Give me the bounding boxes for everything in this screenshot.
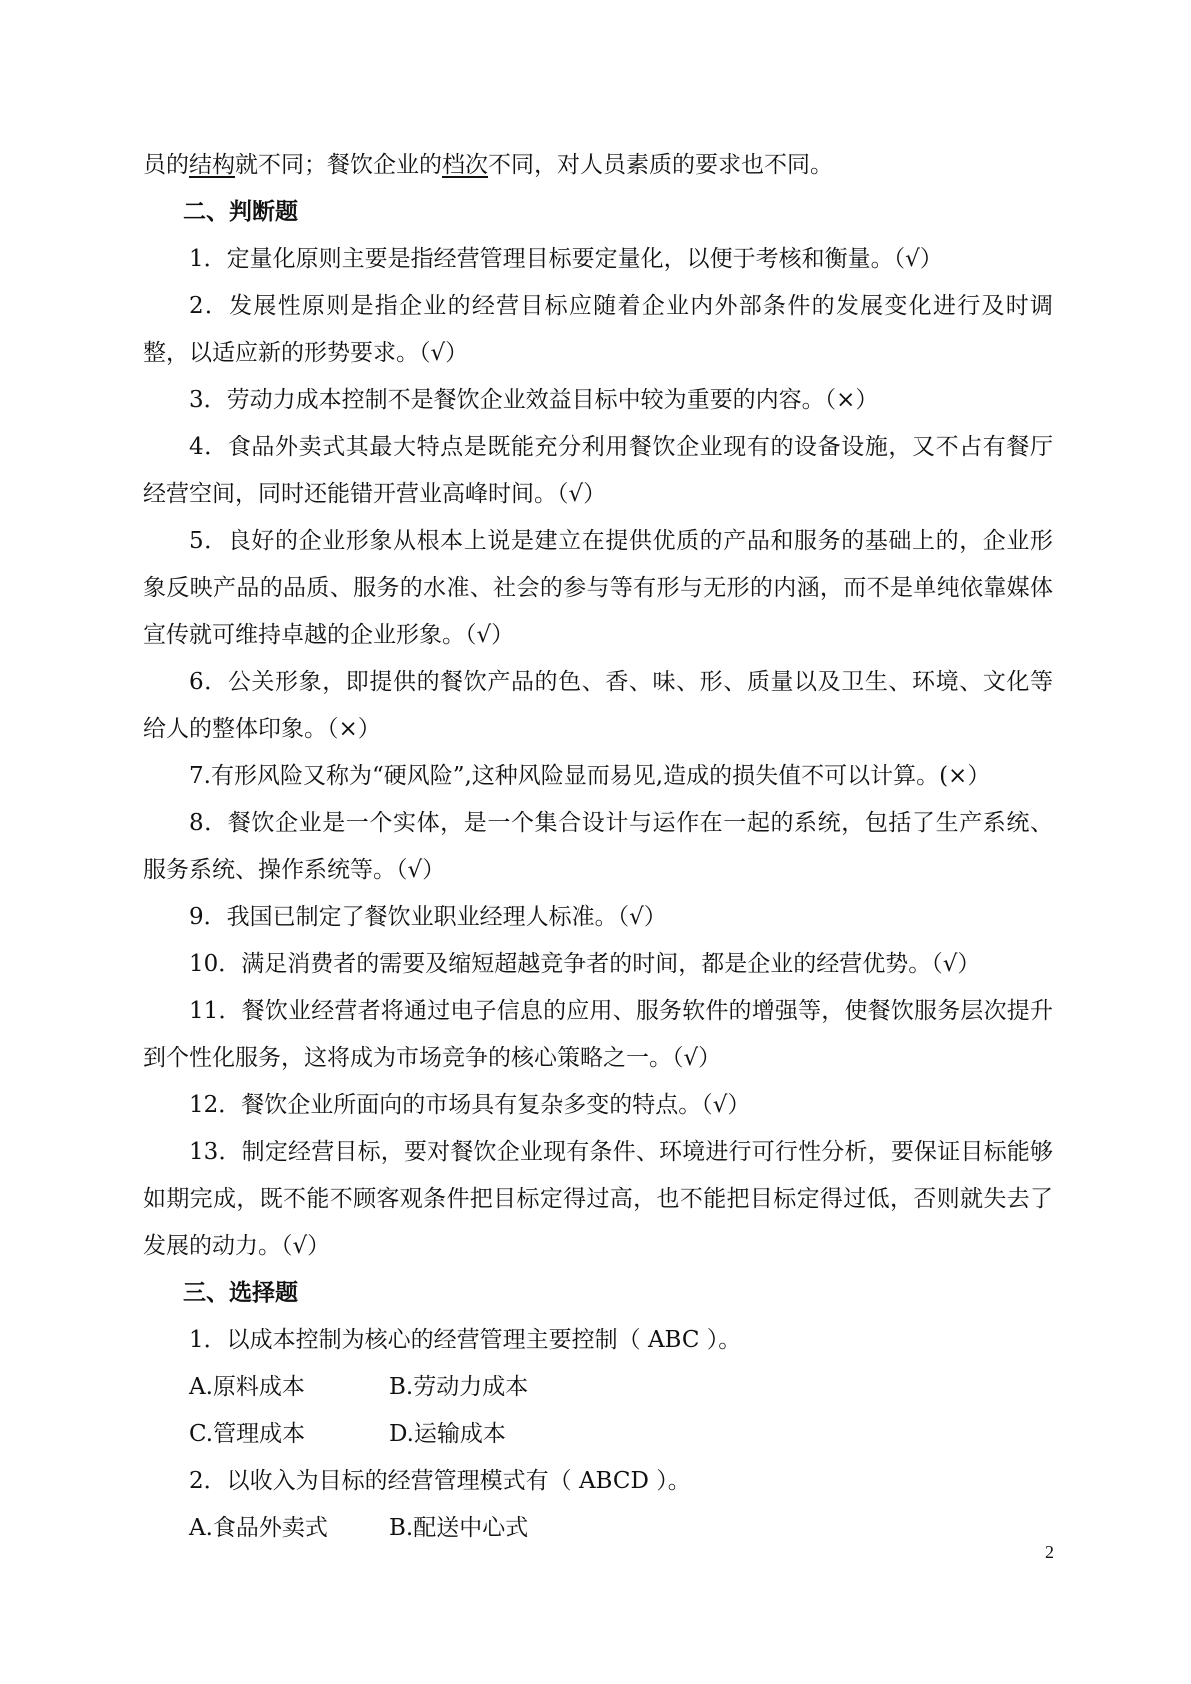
section-heading-judgment: 二、判断题 bbox=[183, 199, 298, 225]
choice-options-row bbox=[143, 1364, 1053, 1411]
choice-option: D.运输成本 bbox=[389, 1421, 506, 1447]
intro-text: 不同，对人员素质的要求也不同。 bbox=[488, 152, 833, 178]
judgment-item: 3．劳动力成本控制不是餐饮企业效益目标中较为重要的内容。（×） bbox=[189, 387, 879, 413]
underlined-term: 结构 bbox=[189, 152, 235, 178]
judgment-item: 13．制定经营目标，要对餐饮企业现有条件、环境进行可行性分析，要保证目标能够如期完成，既不能不顾客观条件把目标定得过高，也不能把目标定得过低，否则就失去了发展的动力。（√） bbox=[143, 1139, 1053, 1259]
judgment-item: 10．满足消费者的需要及缩短超越竞争者的时间，都是企业的经营优势。（√） bbox=[189, 951, 981, 977]
judgment-item: 12．餐饮企业所面向的市场具有复杂多变的特点。（√） bbox=[189, 1092, 751, 1118]
intro-text: 就不同；餐饮企业的 bbox=[235, 152, 442, 178]
choice-option: A.原料成本 bbox=[189, 1374, 305, 1400]
judgment-item: 4．食品外卖式其最大特点是既能充分利用餐饮企业现有的设备设施，又不占有餐厅经营空间，同时还能错开营业高峰时间。（√） bbox=[143, 434, 1053, 507]
judgment-item: 5．良好的企业形象从根本上说是建立在提供优质的产品和服务的基础上的，企业形象反映产品的品质、服务的水准、社会的参与等有形与无形的内涵，而不是单纯依靠媒体宣传就可维持卓越的企业形象。（√） bbox=[143, 528, 1053, 648]
judgment-item: 7.有形风险又称为“硬风险”,这种风险显而易见,造成的损失值不可以计算。(×） bbox=[189, 763, 991, 789]
judgment-item: 8．餐饮企业是一个实体，是一个集合设计与运作在一起的系统，包括了生产系统、服务系统、操作系统等。（√） bbox=[143, 810, 1053, 883]
underlined-term: 档次 bbox=[442, 152, 488, 178]
judgment-item: 6．公关形象，即提供的餐饮产品的色、香、味、形、质量以及卫生、环境、文化等给人的整体印象。（×） bbox=[143, 669, 1053, 742]
choice-options-row bbox=[143, 1411, 1053, 1458]
choice-option: B.配送中心式 bbox=[389, 1515, 529, 1541]
page-number: 2 bbox=[1045, 1542, 1054, 1562]
choice-option: C.管理成本 bbox=[189, 1421, 306, 1447]
page-content bbox=[143, 142, 1053, 1552]
judgment-item: 9．我国已制定了餐饮业职业经理人标准。（√） bbox=[189, 904, 667, 930]
judgment-item: 2．发展性原则是指企业的经营目标应随着企业内外部条件的发展变化进行及时调整，以适应新的形势要求。（√） bbox=[143, 293, 1053, 366]
choice-question-stem: 1．以成本控制为核心的经营管理主要控制（ ABC ）。 bbox=[189, 1327, 742, 1353]
choice-question-stem: 2．以收入为目标的经营管理模式有（ ABCD ）。 bbox=[189, 1468, 691, 1494]
choice-option: A.食品外卖式 bbox=[189, 1515, 328, 1541]
choice-option: B.劳动力成本 bbox=[389, 1374, 529, 1400]
intro-paragraph bbox=[143, 142, 1053, 189]
judgment-item: 1．定量化原则主要是指经营管理目标要定量化，以便于考核和衡量。（√） bbox=[189, 246, 943, 272]
judgment-item: 11．餐饮业经营者将通过电子信息的应用、服务软件的增强等，使餐饮服务层次提升到个性化服务，这将成为市场竞争的核心策略之一。（√） bbox=[143, 998, 1053, 1071]
intro-text: 员的 bbox=[143, 152, 189, 178]
section-heading-choice: 三、选择题 bbox=[183, 1280, 298, 1306]
choice-options-row bbox=[143, 1505, 1053, 1552]
